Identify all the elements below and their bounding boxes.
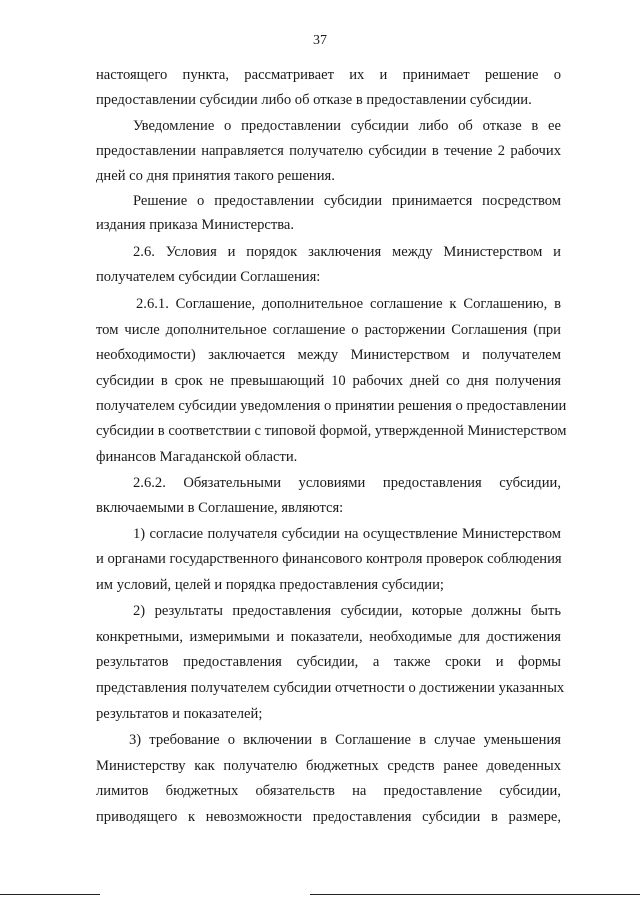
text-line: результатов предоставления субсидии, а также сроки и формы [96,654,561,670]
text-line: 2.6.1. Соглашение, дополнительное соглашение к Соглашению, в [136,296,561,312]
text-line: издания приказа Министерства. [96,217,295,233]
text-line: необходимости) заключается между Министерством и получателем [96,347,561,363]
page-number: 37 [313,33,327,48]
text-line: субсидии в соответствии с типовой формой, утвержденной Министерством [96,423,567,439]
text-line: Решение о предоставлении субсидии принимается посредством [133,193,561,209]
text-line: финансов Магаданской области. [96,449,298,465]
text-line: лимитов бюджетных обязательств на предоставление субсидии, [96,783,561,799]
text-line: результатов и показателей; [96,706,263,722]
text-line: Министерству как получателю бюджетных средств ранее доведенных [96,758,561,774]
footer-rule [0,894,100,895]
text-line: приводящего к невозможности предоставления субсидии в размере, [96,809,561,825]
text-line: 1) согласие получателя субсидии на осуществление Министерством [133,526,561,542]
text-line: 2) результаты предоставления субсидии, которые должны быть [133,603,561,619]
text-line: получателем субсидии Соглашения: [96,269,321,285]
text-line: предоставлении субсидии либо об отказе в предоставлении субсидии. [96,92,532,108]
text-line: настоящего пункта, рассматривает их и принимает решение о [96,67,561,83]
text-line: предоставлении направляется получателю субсидии в течение 2 рабочих [96,143,561,159]
text-line: том числе дополнительное соглашение о расторжении Соглашения (при [96,322,561,338]
text-line: Уведомление о предоставлении субсидии либо об отказе в ее [133,118,561,134]
text-line: им условий, целей и порядка предоставления субсидии; [96,577,444,593]
text-line: получателем субсидии уведомления о принятии решения о предоставлении [96,398,567,414]
text-line: дней со дня принятия такого решения. [96,168,335,184]
text-line: 3) требование о включении в Соглашение в случае уменьшения [129,732,561,748]
text-line: конкретными, измеримыми и показатели, необходимые для достижения [96,629,561,645]
text-line: включаемыми в Соглашение, являются: [96,500,344,516]
text-line: субсидии в срок не превышающий 10 рабочих дней со дня получения [96,373,561,389]
footer-rule [310,894,640,895]
text-line: 2.6. Условия и порядок заключения между Министерством и [133,244,561,260]
text-line: 2.6.2. Обязательными условиями предоставления субсидии, [133,475,561,491]
text-line: представления получателем субсидии отчетности о достижении указанных [96,680,565,696]
text-line: и органами государственного финансового контроля проверок соблюдения [96,551,562,567]
